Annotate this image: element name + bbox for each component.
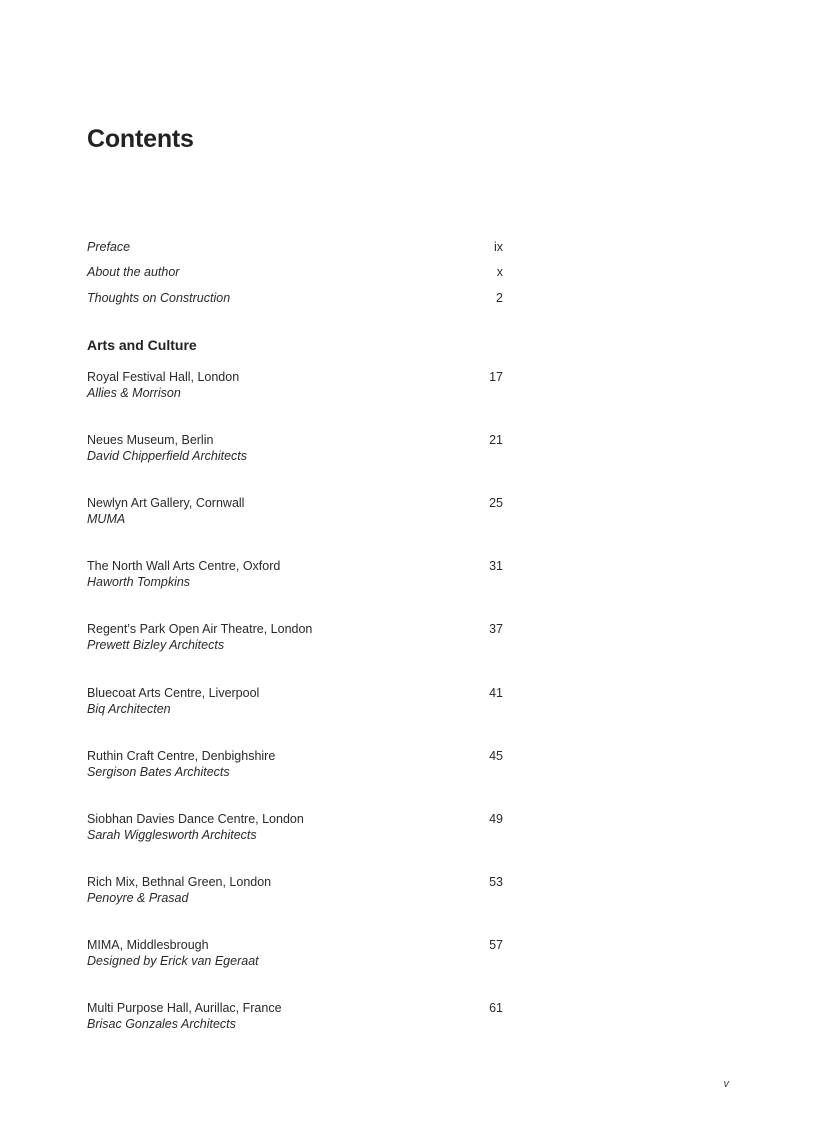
toc-page-number: 21 — [489, 433, 503, 447]
toc-entry[interactable] — [87, 811, 503, 847]
toc-page-number: ix — [493, 240, 503, 254]
toc-entry-architect: Brisac Gonzales Architects — [87, 1017, 236, 1031]
toc-page-number: x — [496, 265, 503, 279]
toc-entry-architect: Allies & Morrison — [87, 386, 181, 400]
section-heading: Arts and Culture — [87, 337, 197, 353]
page-title: Contents — [87, 125, 194, 153]
toc-page-number: 2 — [496, 291, 503, 305]
toc-entry[interactable] — [87, 937, 503, 973]
toc-entry-architect: Penoyre & Prasad — [87, 891, 189, 905]
toc-page-number: 31 — [489, 559, 503, 573]
toc-page-number: 49 — [489, 812, 503, 826]
toc-entry[interactable] — [87, 369, 503, 405]
toc-page-number: 41 — [489, 686, 503, 700]
toc-entry-architect: Designed by Erick van Egeraat — [87, 954, 259, 968]
toc-entry-title: Preface — [87, 240, 131, 254]
toc-entry-about-the-author[interactable] — [87, 263, 503, 281]
toc-entry-title: About the author — [87, 265, 180, 279]
toc-page-number: 25 — [489, 496, 503, 510]
toc-entry-preface[interactable] — [87, 238, 503, 256]
toc-entry[interactable] — [87, 874, 503, 910]
toc-entry-title: MIMA, Middlesbrough — [87, 938, 209, 952]
toc-page-number: 37 — [489, 622, 503, 636]
toc-entry-architect: Sarah Wigglesworth Architects — [87, 828, 257, 842]
toc-entry-title: Neues Museum, Berlin — [87, 433, 214, 447]
toc-entry-title: Regent’s Park Open Air Theatre, London — [87, 622, 313, 636]
toc-entry-architect: Biq Architecten — [87, 702, 171, 716]
toc-entry-title: Newlyn Art Gallery, Cornwall — [87, 496, 245, 510]
toc-entry[interactable] — [87, 495, 503, 531]
folio-page-number: v — [723, 1078, 729, 1090]
toc-page-number: 57 — [489, 938, 503, 952]
toc-entry-title: Rich Mix, Bethnal Green, London — [87, 875, 272, 889]
toc-page-number: 61 — [489, 1001, 503, 1015]
toc-entry[interactable] — [87, 685, 503, 721]
toc-entry-architect: MUMA — [87, 512, 126, 526]
toc-entry-title: Ruthin Craft Centre, Denbighshire — [87, 749, 276, 763]
toc-entry-architect: David Chipperfield Architects — [87, 449, 248, 463]
toc-entry-architect: Prewett Bizley Architects — [87, 638, 225, 652]
toc-entry-architect: Sergison Bates Architects — [87, 765, 230, 779]
toc-entry-title: Thoughts on Construction — [87, 291, 231, 305]
toc-entry[interactable] — [87, 432, 503, 468]
toc-page-number: 17 — [489, 370, 503, 384]
toc-entry[interactable] — [87, 748, 503, 784]
toc-entry-title: Multi Purpose Hall, Aurillac, France — [87, 1001, 282, 1015]
toc-entry[interactable] — [87, 558, 503, 594]
toc-page-number: 53 — [489, 875, 503, 889]
toc-entry-title: Royal Festival Hall, London — [87, 370, 240, 384]
toc-entry-title: The North Wall Arts Centre, Oxford — [87, 559, 281, 573]
toc-entry-architect: Haworth Tompkins — [87, 575, 191, 589]
toc-entry-title: Siobhan Davies Dance Centre, London — [87, 812, 304, 826]
toc-page-number: 45 — [489, 749, 503, 763]
toc-entry-thoughts-on-construction[interactable] — [87, 289, 503, 307]
toc-entry-title: Bluecoat Arts Centre, Liverpool — [87, 686, 260, 700]
toc-entry[interactable] — [87, 621, 503, 657]
toc-entry[interactable] — [87, 1000, 503, 1036]
